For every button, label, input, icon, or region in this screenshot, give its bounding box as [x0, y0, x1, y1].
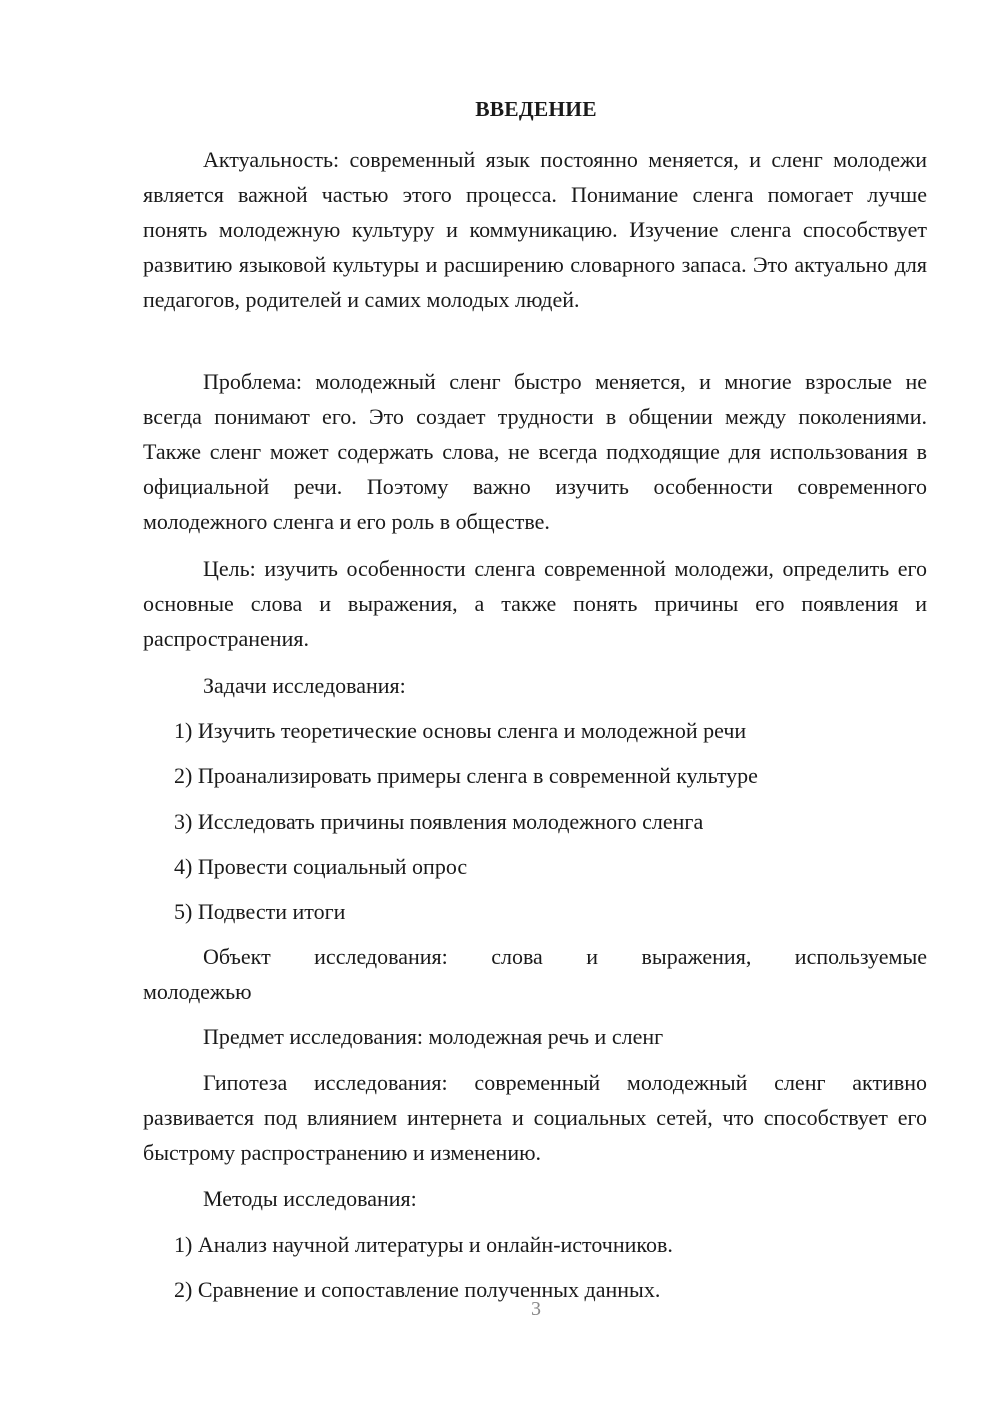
tasks-heading: Задачи исследования:	[203, 673, 406, 698]
methods-heading: Методы исследования:	[203, 1186, 417, 1211]
subject-line: Предмет исследования: молодежная речь и сленг	[203, 1024, 664, 1049]
paragraph-hypothesis: Гипотеза исследования: современный молодежный сленг активно развивается под влиянием интернета и социальных сетей, что способствует его быстрому распространению и изменению.	[143, 1070, 927, 1165]
task-item: 2) Проанализировать примеры сленга в современной культуре	[174, 763, 758, 788]
paragraph-goal: Цель: изучить особенности сленга современной молодежи, определить его основные слова и выражения, а также понять причины его появления и распространения.	[143, 556, 927, 651]
task-item: 5) Подвести итоги	[174, 899, 346, 924]
method-item: 2) Сравнение и сопоставление полученных данных.	[174, 1277, 661, 1302]
object-line-continued: молодежью	[143, 979, 252, 1004]
task-item: 1) Изучить теоретические основы сленга и молодежной речи	[174, 718, 747, 743]
task-item: 4) Провести социальный опрос	[174, 854, 468, 879]
paragraph-problem: Проблема: молодежный сленг быстро меняется, и многие взрослые не всегда понимают его. Это создает трудности в общении между поколениями. Также сленг может содержать слова, не всегда подходящие для использования в официальной речи. Поэтому важно изучить особенности современного молодежного сленга и его роль в обществе.	[143, 369, 927, 534]
section-title: ВВЕДЕНИЕ	[475, 97, 597, 121]
object-line: Объект исследования: слова и выражения, используемые	[203, 944, 927, 969]
task-item: 3) Исследовать причины появления молодежного сленга	[174, 809, 704, 834]
method-item: 1) Анализ научной литературы и онлайн-источников.	[174, 1232, 673, 1257]
page-number: 3	[531, 1298, 541, 1320]
paragraph-relevance: Актуальность: современный язык постоянно меняется, и сленг молодежи является важной частью этого процесса. Понимание сленга помогает лучше понять молодежную культуру и коммуникацию. Изучение сленга способствует развитию языковой культуры и расширению словарного запаса. Это актуально для педагогов, родителей и самих молодых людей.	[143, 147, 927, 312]
